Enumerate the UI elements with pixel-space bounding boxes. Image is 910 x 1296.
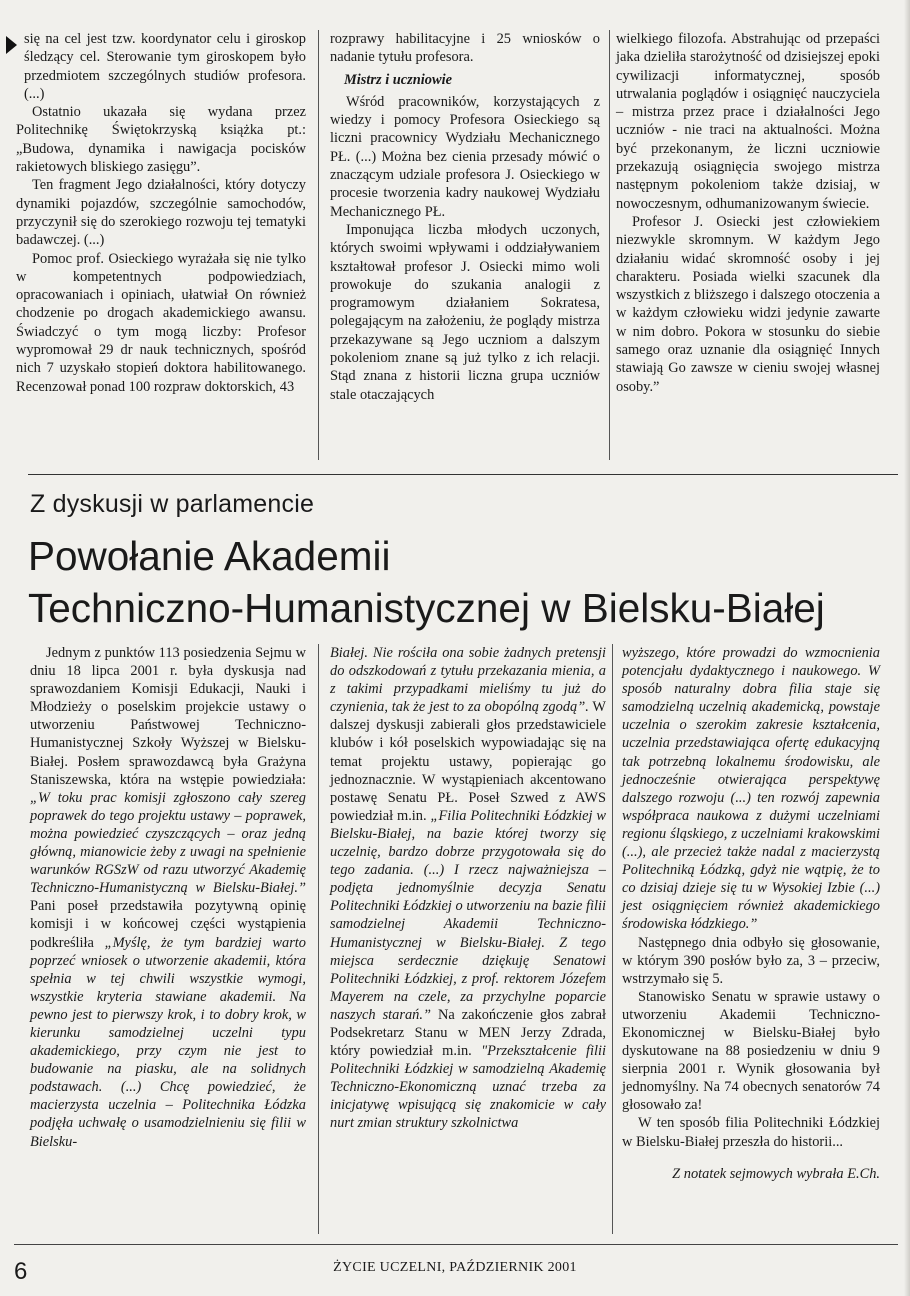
author-signature: Z notatek sejmowych wybrała E.Ch. xyxy=(672,1165,880,1182)
quote: „W toku prac komisji zgłoszono cały szereg poprawek do tego projektu ustawy – poprawek, można powiedzieć czyszczących – oraz jedną główną, mianowicie żeby z uwagi na spełnienie warunków RGSzW od razu utworzyć Akademię Techniczno-Humanistyczną w Bielsku-Białej.” xyxy=(30,789,306,897)
publication-footer: ŻYCIE UCZELNI, PAŹDZIERNIK 2001 xyxy=(333,1260,577,1275)
text-run: Na zakończenie głos zabrał Podsekretarz Stanu w MEN Jerzy Zdrada, który powiedział m.in. xyxy=(330,1006,606,1060)
footer-divider xyxy=(14,1244,898,1245)
top-column-1 xyxy=(16,30,306,396)
quote: „Filia Politechniki Łódzkiej w Bielsku-Białej, na bazie której tworzy się uczelnię, bardzo dobrze przygotowała się do tego zadania. (...) I rzecz najważniejsza – podjęta jednomyślnie decyzja Senatu Politechniki Łódzkiej o utworzeniu na bazie filii samodzielnej Akademii Techniczno-Humanistycznej w Bielsku-Białej. Z tego miejsca serdecznie dziękuję Senatowi Politechniki Łódzkiej, z prof. rektorem Józefem Mayerem na czele, za przychylne poparcie naszych starań.” xyxy=(330,807,606,1023)
page-edge-shadow xyxy=(904,0,910,1296)
column-divider xyxy=(318,30,319,460)
top-column-3 xyxy=(616,30,880,396)
text-run: W dalszej dyskusji zabierali głos przedstawiciele klubów i kół poselskich wypowiadając się na temat projektu ustawy, popierając go jednoznacznie. W wystąpieniach akcentowano postawę Senatu PŁ. Poseł Szwed z AWS powiedział m.in. xyxy=(330,699,607,824)
quote: „Myślę, że tym bardziej warto poprzeć wniosek o utworzenie akademii, która spełnia w tej chwili wszystkie wymogi, wszystkie kryteria stawiane akademii. Na pewno jest to pierwszy krok, i to dobry krok, w kierunku samodzielnej uczelni typu akademickiego, przy czym nie jest to budowanie na piasku, ale na solidnych podstawach. (...) Chcę powiedzieć, że macierzysta uczelnia – Politechnika Łódzka podjęła uchwałę o usamodzielnieniu się filii w Bielsku- xyxy=(30,934,306,1150)
top-column-2 xyxy=(330,30,600,404)
quote: wyższego, które prowadzi do wzmocnienia potencjału dydaktycznego i naukowego. W sposób naturalny dobra filia staje się samodzielną uczelnią akademicką, powstaje uczelnia o szerokim zakresie kształcenia, uczelnia przedstawiająca ofertę edukacyjną tak potrzebną lokalnemu środowisku, ale jednocześnie otwierająca perspektywę dalszego rozwoju (...) ten rozwój zapewnia współpraca naukowa z dużymi uczelniami regionu śląskiego, z uczelniami krakowskimi (...), ale przecież także nadal z macierzystą Politechniką Łódzką, gdyż nie wątpię, że to co dzisiaj dzieje się tu w Wysokiej Izbie (...) jest osiągnięciem również akademickiego środowiska łódzkiego.” xyxy=(622,645,880,933)
headline-line-1: Powołanie Akademii xyxy=(28,533,391,579)
column-divider xyxy=(612,644,613,1234)
article-headline xyxy=(28,530,908,634)
quote: Białej. Nie rościła ona sobie żadnych pretensji do odszkodowań z tytułu przekazania mienia, a z takimi przypadkami mieliśmy tu już do czynienia, tak że jest to za obopólną zgodą”. xyxy=(330,645,606,716)
paragraph xyxy=(330,644,606,1133)
paragraph: wielkiego filozofa. Abstrahując od przepaści jaka dzieliła starożytność od dzisiejszej epoki cywilizacji informatycznej, sposób utrwalania poglądów i osiągnięć nauczyciela – mistrza przez prace i działalności Jego uczniów - nie traci na aktualności. Można być przekonanym, że liczni uczniowie przekazują osiągnięcia swojego mistrza następnym pokoleniom także dzisiaj, w nowoczesnym, odhumanizowanym świecie. xyxy=(616,31,880,212)
paragraph: Pomoc prof. Osieckiego wyrażała się nie tylko w kompetentnych podpowiedziach, opracowaniach i opiniach, ułatwiał On również chodzenie po drogach akademickiego awansu. Świadczyć o tym mogą liczby: Profesor wypromował 29 dr nauk technicznych, spośród nich 7 uzyskało stopień doktora habilitowanego. Recenzował ponad 100 rozpraw doktorskich, 43 xyxy=(16,250,306,395)
section-subheading: Mistrz i uczniowie xyxy=(344,71,452,88)
paragraph: Następnego dnia odbyło się głosowanie, w którym 390 posłów było za, 3 – przeciw, wstrzymało się 5. xyxy=(622,934,880,987)
headline-line-2: Techniczno-Humanistycznej w Bielsku-Białej xyxy=(28,585,825,631)
paragraph: rozprawy habilitacyjne i 25 wniosków o nadanie tytułu profesora. xyxy=(330,31,600,66)
paragraph: Profesor J. Osiecki jest człowiekiem niezwykle skromnym. W każdym Jego działaniu widać skromność osoby i jej charakteru. Posiada wielki szacunek dla wszystkich z bliższego i dalszego otoczenia a w każdym człowieku widzi jedynie zawarte w nim dobro. Pokora w stosunku do siebie samego oraz uznanie dla osiągnięć Innych stawiają Go zawsze w cieniu swojej własnej osoby.” xyxy=(616,213,880,395)
paragraph: Ten fragment Jego działalności, który dotyczy dynamiki pojazdów, szczególnie samochodów, przyczynił się do szerokiego rozwoju tej tematyki badawczej. (...) xyxy=(16,177,306,249)
page-number: 6 xyxy=(14,1258,28,1285)
column-divider xyxy=(609,30,610,460)
paragraph: Ostatnio ukazała się wydana przez Politechnikę Świętokrzyską książka pt.: „Budowa, dynamika i nawigacja pocisków rakietowych bliskiego zasięgu”. xyxy=(16,104,306,176)
paragraph: Wśród pracowników, korzystających z wiedzy i pomocy Profesora Osieckiego są liczni pracownicy Wydziału Mechanicznego PŁ. (...) Można bez cienia przesady mówić o znaczącym udziale profesora J. Osieckiego w procesie tworzenia kadry naukowej Wydziału Mechanicznego PŁ. xyxy=(330,93,600,220)
paragraph: W ten sposób filia Politechniki Łódzkiej w Bielsku-Białej przeszła do historii... xyxy=(622,1115,880,1150)
article-column-1 xyxy=(30,644,306,1151)
article-kicker: Z dyskusji w parlamencie xyxy=(30,490,315,518)
paragraph: Stanowisko Senatu w sprawie ustawy o utworzeniu Akademii Techniczno-Ekonomicznej w Bielsku-Białej było dyskutowane na 88 posiedzeniu w dniu 9 sierpnia 2001 r. Wynik głosowania był jednomyślny. Na 74 obecnych senatorów 74 głosowało za! xyxy=(622,988,880,1114)
section-divider xyxy=(28,474,898,475)
paragraph xyxy=(30,644,306,1151)
quote: "Przekształcenie filii Politechniki Łódzkiej w samodzielną Akademię Techniczno-Ekonomiczną uznać trzeba za inicjatywę wpisującą się znakomicie w cały nurt zmian struktury szkolnictwa xyxy=(330,1043,606,1132)
paragraph: Imponująca liczba młodych uczonych, których swoimi wpływami i oddziaływaniem kształtował profesor J. Osiecki mimo woli prowokuje do szukania analogii z programowym działaniem Sokratesa, polegającym na założeniu, że poglądy mistrza przekazywane są Jego uczniom a dalszym pokoleniom znane są już tylko z ich relacji. Stąd znana z historii liczna grupa uczniów stale otaczających xyxy=(330,221,600,403)
text-run: Pani poseł przedstawiła pozytywną opinię komisji i w końcowej części wystąpienia podkreśliła xyxy=(30,898,306,951)
article-column-3 xyxy=(622,644,880,1183)
column-divider xyxy=(318,644,319,1234)
text-run: Jednym z punktów 113 posiedzenia Sejmu w dniu 18 lipca 2001 r. była dyskusja nad sprawozdaniem Komisji Edukacji, Nauki i Młodzieży o poselskim projekcie ustawy o utworzeniu Państwowej Techniczno-Humanistycznej Szkoły Wyższej w Bielsku-Białej. Posłem sprawozdawcą była Grażyna Staniszewska, która na wstępie powiedziała: xyxy=(30,645,306,788)
paragraph: się na cel jest tzw. koordynator celu i giroskop śledzący cel. Sterowanie tym giroskopem było przedmiotem szczególnych studiów profesora. (...) xyxy=(24,31,306,102)
article-column-2 xyxy=(330,644,606,1133)
